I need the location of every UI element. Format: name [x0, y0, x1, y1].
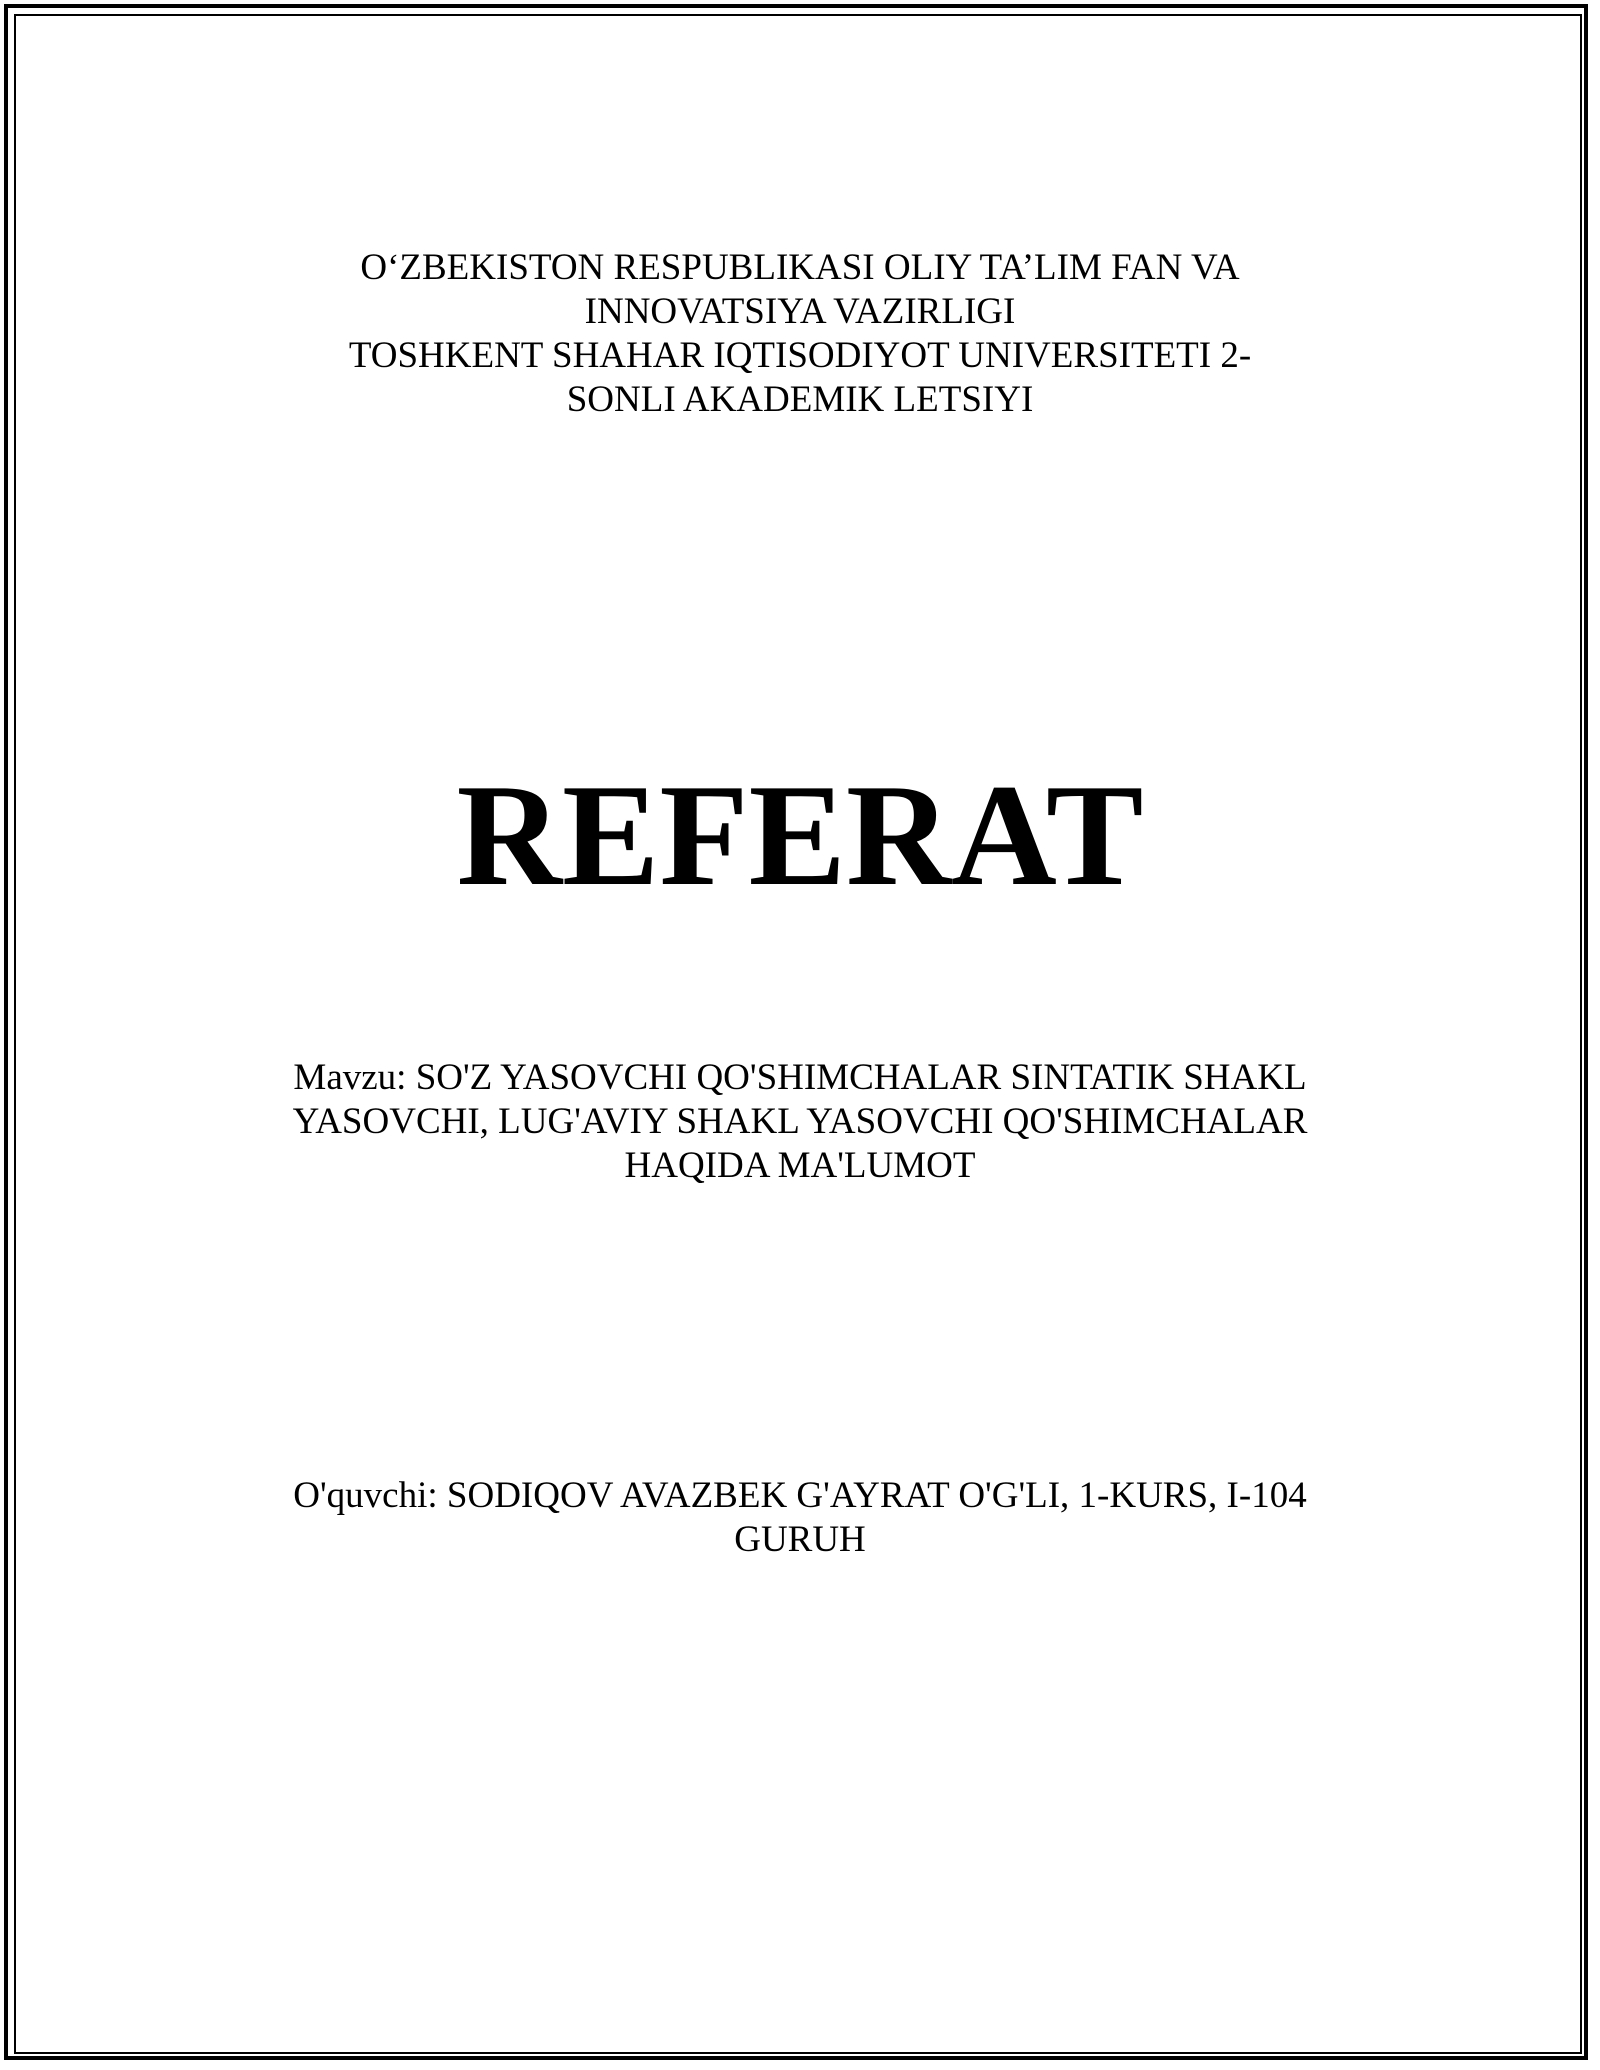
topic-line: YASOVCHI, LUG'AVIY SHAKL YASOVCHI QO'SHIMCHALAR [292, 1101, 1308, 1142]
ministry-header [270, 246, 1330, 422]
student-line: O'quvchi: SODIQOV AVAZBEK G'AYRAT O'G'LI, 1-KURS, I-104 [293, 1475, 1307, 1516]
topic-line: Mavzu: SO'Z YASOVCHI QO'SHIMCHALAR SINTATIK SHAKL [293, 1057, 1307, 1098]
topic-block [270, 1056, 1330, 1188]
header-line: SONLI AKADEMIK LETSIYI [566, 379, 1034, 420]
header-line: TOSHKENT SHAHAR IQTISODIYOT UNIVERSITETI 2- [348, 335, 1252, 376]
header-line: INNOVATSIYA VAZIRLIGI [584, 291, 1016, 332]
document-title: REFERAT [456, 754, 1144, 916]
student-line: GURUH [734, 1519, 866, 1560]
topic-line: HAQIDA MA'LUMOT [624, 1145, 976, 1186]
header-line: O‘ZBEKISTON RESPUBLIKASI OLIY TA’LIM FAN VA [360, 247, 1240, 288]
student-block [270, 1474, 1330, 1562]
